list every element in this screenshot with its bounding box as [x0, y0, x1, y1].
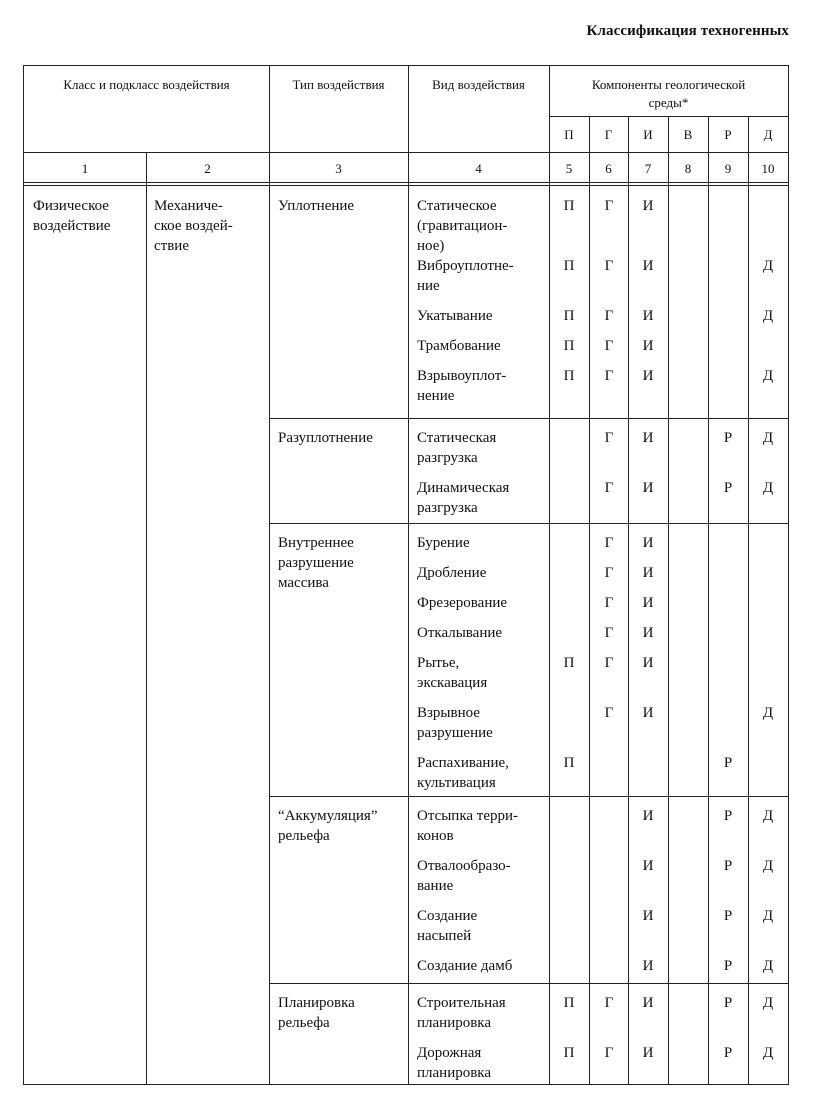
header-component-p: П — [564, 127, 574, 142]
class-line: воздействие — [33, 218, 111, 234]
type-line: разрушение — [278, 555, 354, 571]
type-line: Уплотнение — [278, 198, 355, 214]
component-mark-g: Г — [604, 535, 614, 551]
col-divider — [549, 66, 550, 1084]
subclass-line: Механиче- — [154, 198, 223, 214]
component-mark-d: Д — [762, 705, 774, 721]
component-mark-g: Г — [604, 595, 614, 611]
kind-line: Статическое — [417, 198, 497, 214]
component-mark-g: Г — [604, 995, 614, 1011]
column-number: 1 — [81, 161, 89, 176]
subclass-line: ское воздей- — [154, 218, 233, 234]
subclass-line: ствие — [154, 238, 189, 254]
kind-line: ние — [417, 278, 440, 294]
type-cell — [278, 806, 378, 846]
kind-line: Рытье, — [417, 655, 460, 671]
kind-cell — [417, 478, 509, 518]
kind-line: Взрывоуплот- — [417, 368, 507, 384]
col-divider — [146, 153, 147, 1084]
component-mark-i: И — [642, 595, 654, 611]
kind-line: Взрывное — [417, 705, 480, 721]
kind-line: Фрезерование — [417, 595, 508, 611]
subclass-cell — [154, 196, 233, 256]
kind-cell — [417, 593, 507, 613]
component-mark-p: П — [563, 198, 575, 214]
component-mark-g: Г — [604, 565, 614, 581]
header-components-line1: Компоненты геологической — [591, 77, 746, 92]
kind-line: нение — [417, 388, 455, 404]
type-cell — [278, 428, 373, 448]
kind-line: Динамическая — [417, 480, 510, 496]
kind-cell — [417, 306, 493, 326]
component-mark-g: Г — [604, 625, 614, 641]
component-mark-i: И — [642, 858, 654, 874]
component-mark-d: Д — [762, 368, 774, 384]
component-mark-p: П — [563, 338, 575, 354]
component-mark-i: И — [642, 480, 654, 496]
kind-line: экскавация — [417, 675, 488, 691]
kind-line: разгрузка — [417, 500, 478, 516]
type-line: рельефа — [278, 1015, 330, 1031]
kind-cell — [417, 653, 487, 693]
kind-cell — [417, 336, 501, 356]
kind-line: Распахивание, — [417, 755, 509, 771]
group-divider — [269, 418, 788, 419]
header-kind: Вид воздействия — [432, 77, 525, 92]
kind-cell — [417, 563, 486, 583]
component-mark-i: И — [642, 655, 654, 671]
component-mark-r: Р — [723, 995, 733, 1011]
component-mark-p: П — [563, 655, 575, 671]
component-mark-p: П — [563, 755, 575, 771]
kind-cell — [417, 906, 477, 946]
type-line: массива — [278, 575, 329, 591]
type-cell — [278, 196, 354, 216]
component-mark-i: И — [642, 308, 654, 324]
component-mark-d: Д — [762, 858, 774, 874]
kind-cell — [417, 256, 514, 296]
type-cell — [278, 533, 354, 593]
kind-cell — [417, 366, 506, 406]
component-mark-i: И — [642, 198, 654, 214]
column-number: 7 — [644, 161, 652, 176]
header-type: Тип воздействия — [292, 77, 385, 92]
kind-line: Дорожная — [417, 1045, 482, 1061]
type-line: Внутреннее — [278, 535, 354, 551]
component-mark-d: Д — [762, 258, 774, 274]
component-mark-i: И — [642, 430, 654, 446]
component-mark-i: И — [642, 535, 654, 551]
kind-line: Строительная — [417, 995, 506, 1011]
component-mark-d: Д — [762, 1045, 774, 1061]
kind-line: Виброуплотне- — [417, 258, 514, 274]
group-divider — [269, 983, 788, 984]
kind-cell — [417, 753, 509, 793]
component-mark-i: И — [642, 808, 654, 824]
header-class: Класс и подкласс воздействия — [63, 77, 230, 92]
header-component-d: Д — [763, 127, 773, 142]
page-title: Классификация техногенных — [586, 23, 789, 39]
kind-line: Создание — [417, 908, 478, 924]
column-number: 5 — [565, 161, 573, 176]
component-mark-i: И — [642, 625, 654, 641]
kind-line: планировка — [417, 1065, 492, 1081]
kind-line: Отсыпка терри- — [417, 808, 519, 824]
kind-cell — [417, 1043, 491, 1083]
component-mark-g: Г — [604, 368, 614, 384]
component-mark-p: П — [563, 368, 575, 384]
component-mark-p: П — [563, 258, 575, 274]
header-component-i: И — [643, 127, 653, 142]
kind-line: Укатывание — [417, 308, 493, 324]
header-component-g: Г — [604, 127, 613, 142]
header-components-line2: среды* — [648, 95, 689, 110]
column-number: 6 — [605, 161, 612, 176]
component-mark-r: Р — [723, 480, 733, 496]
row-divider — [549, 116, 788, 117]
kind-cell — [417, 806, 518, 846]
component-mark-d: Д — [762, 908, 774, 924]
component-mark-g: Г — [604, 480, 614, 496]
component-mark-d: Д — [762, 308, 774, 324]
component-mark-d: Д — [762, 958, 774, 974]
kind-line: насыпей — [417, 928, 472, 944]
row-divider — [24, 152, 788, 153]
component-mark-r: Р — [723, 430, 733, 446]
kind-cell — [417, 196, 507, 256]
class-cell — [33, 196, 110, 236]
component-mark-d: Д — [762, 480, 774, 496]
col-divider — [708, 116, 709, 1084]
component-mark-d: Д — [762, 430, 774, 446]
component-mark-i: И — [642, 368, 654, 384]
header-double-rule — [24, 182, 788, 183]
kind-cell — [417, 993, 506, 1033]
group-divider — [269, 523, 788, 524]
component-mark-r: Р — [723, 858, 733, 874]
component-mark-i: И — [642, 258, 654, 274]
kind-line: (гравитацион- — [417, 218, 508, 234]
component-mark-i: И — [642, 705, 654, 721]
column-number: 10 — [761, 161, 775, 176]
classification-table — [23, 65, 789, 1085]
kind-line: Откалывание — [417, 625, 503, 641]
component-mark-g: Г — [604, 258, 614, 274]
kind-line: Бурение — [417, 535, 470, 551]
component-mark-p: П — [563, 1045, 575, 1061]
component-mark-p: П — [563, 995, 575, 1011]
kind-cell — [417, 623, 502, 643]
component-mark-i: И — [642, 995, 654, 1011]
header-component-r: Р — [724, 127, 732, 142]
kind-line: разрушение — [417, 725, 493, 741]
kind-line: вание — [417, 878, 454, 894]
header-components — [549, 76, 788, 112]
component-mark-i: И — [642, 565, 654, 581]
component-mark-g: Г — [604, 655, 614, 671]
kind-line: конов — [417, 828, 454, 844]
kind-line: Отвалообразо- — [417, 858, 511, 874]
component-mark-i: И — [642, 958, 654, 974]
column-number: 4 — [475, 161, 482, 176]
component-mark-d: Д — [762, 995, 774, 1011]
component-mark-d: Д — [762, 808, 774, 824]
kind-cell — [417, 703, 493, 743]
column-number: 3 — [335, 161, 342, 176]
class-line: Физическое — [33, 198, 109, 214]
type-line: рельефа — [278, 828, 330, 844]
component-mark-p: П — [563, 308, 575, 324]
component-mark-r: Р — [723, 755, 733, 771]
component-mark-g: Г — [604, 1045, 614, 1061]
component-mark-g: Г — [604, 338, 614, 354]
component-mark-i: И — [642, 338, 654, 354]
kind-line: Статическая — [417, 430, 497, 446]
type-cell — [278, 993, 355, 1033]
kind-cell — [417, 533, 470, 553]
component-mark-r: Р — [723, 958, 733, 974]
kind-line: Дробление — [417, 565, 487, 581]
component-mark-r: Р — [723, 808, 733, 824]
kind-line: планировка — [417, 1015, 492, 1031]
col-divider — [668, 116, 669, 1084]
kind-line: Создание дамб — [417, 958, 513, 974]
kind-line: Трамбование — [417, 338, 501, 354]
component-mark-g: Г — [604, 430, 614, 446]
type-line: “Аккумуляция” — [278, 808, 378, 824]
component-mark-g: Г — [604, 705, 614, 721]
kind-line: разгрузка — [417, 450, 478, 466]
kind-line: ное) — [417, 238, 445, 254]
kind-line: культивация — [417, 775, 496, 791]
component-mark-r: Р — [723, 908, 733, 924]
kind-cell — [417, 956, 512, 976]
col-divider — [408, 66, 409, 1084]
component-mark-g: Г — [604, 198, 614, 214]
column-number: 8 — [684, 161, 692, 176]
group-divider — [269, 796, 788, 797]
component-mark-r: Р — [723, 1045, 733, 1061]
component-mark-i: И — [642, 1045, 654, 1061]
component-mark-i: И — [642, 908, 654, 924]
column-number: 2 — [204, 161, 211, 176]
type-line: Планировка — [278, 995, 355, 1011]
component-mark-g: Г — [604, 308, 614, 324]
col-divider — [269, 66, 270, 1084]
kind-cell — [417, 856, 511, 896]
kind-cell — [417, 428, 496, 468]
type-line: Разуплотнение — [278, 430, 373, 446]
column-number: 9 — [724, 161, 732, 176]
header-component-v: В — [683, 127, 693, 142]
